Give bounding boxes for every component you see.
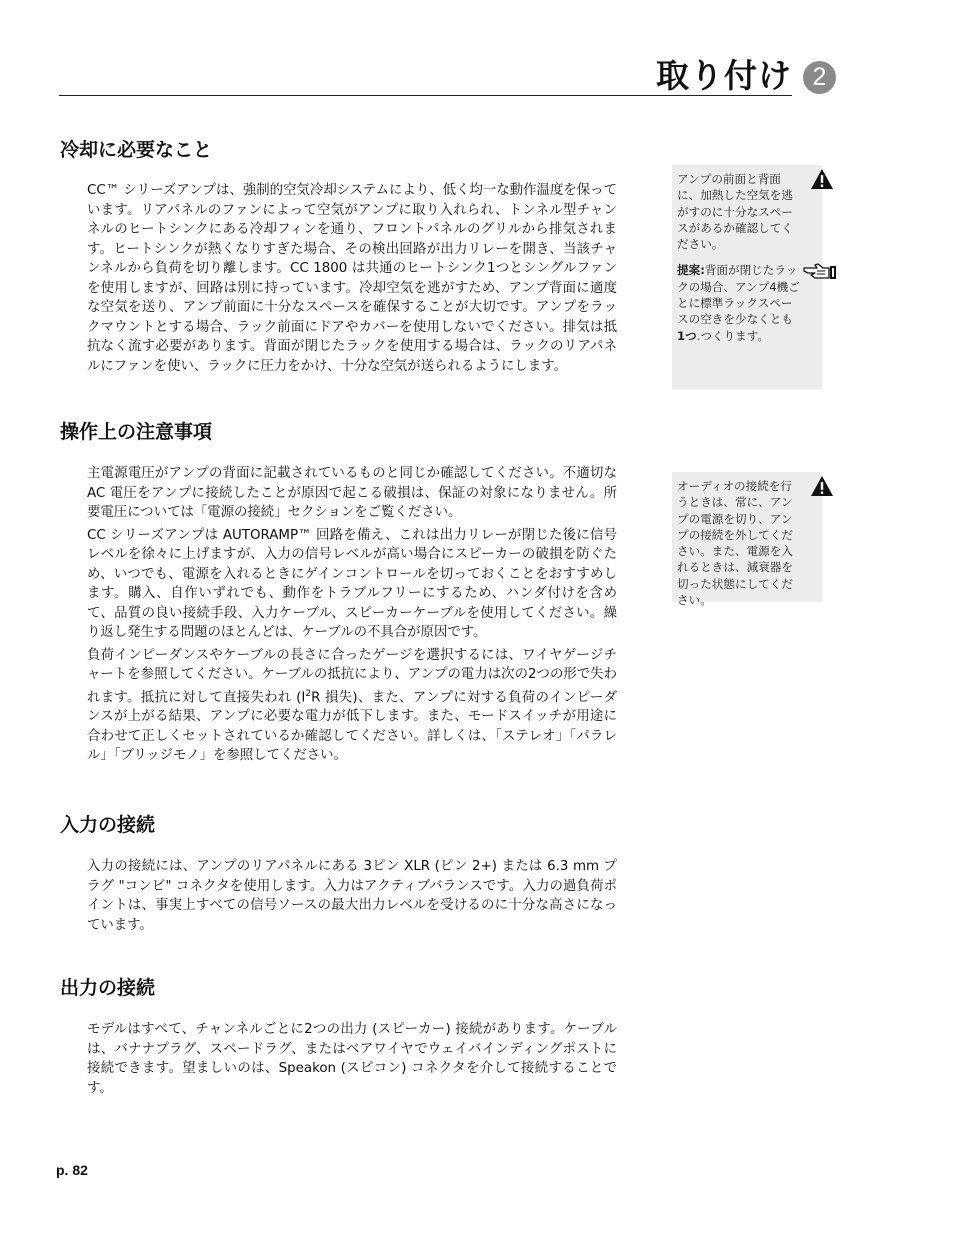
- paragraph: [87, 646, 617, 766]
- chapter-title: 取り付け: [656, 56, 792, 95]
- section-body-cooling: [87, 181, 617, 379]
- superscript: 2: [305, 688, 312, 699]
- tip-note-text: [677, 262, 800, 343]
- chapter-header: [0, 0, 954, 100]
- section-body-input-connection: [87, 857, 617, 938]
- section-heading-output-connection: 出力の接続: [60, 977, 156, 999]
- tip-text-end: .つくります。: [696, 328, 769, 343]
- sidebar-note-cooling: [672, 165, 822, 389]
- header-divider: [59, 95, 792, 96]
- tip-text: 背面が閉じたラックの場合、アンプ4機ごとに標準ラックスペースの空きを少なくとも: [677, 263, 800, 327]
- tip-label: 提案:: [677, 263, 705, 278]
- paragraph: モデルはすべて、チャンネルごとに2つの出力 (スピーカー) 接続があります。ケーブルは、バナナプラグ、スペードラグ、またはベアワイヤでウェイバインディングポストに接続できます。望ましいのは、Speakon (スピコン) コネクタを介して接続することです。: [87, 1022, 617, 1096]
- section-body-operation-notes: [87, 464, 617, 769]
- section-heading-cooling: 冷却に必要なこと: [60, 139, 213, 161]
- paragraph: 主電源電圧がアンプの背面に記載されているものと同じか確認してください。不適切な AC 電圧をアンプに接続したことが原因で起こる破損は、保証の対象になりません。所要電圧については「電源の接続」セクションをご覧ください。: [87, 466, 617, 520]
- warning-icon: [810, 475, 834, 497]
- paragraph: 入力の接続には、アンプのリアパネルにある 3ピン XLR (ピン 2+) または 6.3 mm プラグ "コンビ" コネクタを使用します。入力はアクティブバランスです。入力の過負荷ポイントは、事実上すべての信号ソースの最大出力レベルを受けるのに十分な高さになっています。: [87, 859, 617, 933]
- chapter-number-badge: 2: [803, 61, 836, 94]
- paragraph: CC シリーズアンプは AUTORAMP™ 回路を備え、これは出力リレーが閉じた後に信号レベルを徐々に上げますが、入力の信号レベルが高い場合にスピーカーの破損を防ぐため、いつでも、電源を入れるときにゲインコントロールを切っておくことをおすすめします。購入、自作いずれでも、動作をトラブルフリーにするため、ハンダ付けを含めて、品質の良い接続手段、入力ケーブル、スピーカーケーブルを使用してください。繰り返し発生する問題のほとんどは、ケーブルの不具合が原因です。: [87, 527, 617, 640]
- paragraph-part: R 損失)、また、アンプに対する負荷のインピーダンスが上がる結果、アンプに必要な電力が低下します。また、モードスイッチが用途に合わせて正しくセットされているか確認してください。詳しくは、「ステレオ」「パラレル」「ブリッジモノ」を参照してください。: [87, 689, 617, 764]
- paragraph-part: 負荷インピーダンスやケーブルの長さに合ったゲージを選択するには、ワイヤゲージチャートを参照してください。ケーブルの抵抗により、アンプの電力は次の2つの形で失われます。抵抗に対して直接失われ (I: [87, 647, 617, 705]
- page-number: p. 82: [56, 1162, 88, 1178]
- warning-icon: [810, 168, 834, 190]
- warning-note-text: アンプの前面と背面に、加熱した空気を逃がすのに十分なスペースがあるか確認してください。: [677, 172, 793, 252]
- sidebar-note-audio-connection: [672, 472, 822, 608]
- paragraph: CC™ シリーズアンプは、強制的空気冷却システムにより、低く均一な動作温度を保っています。リアパネルのファンによって空気がアンプに取り入れられ、トンネル型チャンネルのヒートシンクにある冷却フィンを通り、フロントパネルのグリルから排気されます。ヒートシンクが熱くなりすぎた場合、その検出回路が出力リレーを開き、当該チャンネルから負荷を切り離します。CC 1800 は共通のヒートシンク1つとシングルファンを使用しますが、回路は別に持っています。冷却空気を逃がすため、アンプ背面に適度な空気を送り、アンプ前面に十分なスペースを確保することが大切です。アンプをラックマウントとする場合、ラック前面にドアやカバーを使用しないでください。排気は抵抗なく流す必要があります。背面が閉じたラックを使用する場合は、ラックのリアパネルにファンを使い、ラックに圧力をかけ、十分な空気が送られるようにします。: [87, 183, 617, 374]
- section-heading-input-connection: 入力の接続: [60, 814, 156, 836]
- tip-bold-text: 1つ: [677, 328, 697, 343]
- section-heading-operation-notes: 操作上の注意事項: [60, 421, 213, 443]
- section-body-output-connection: [87, 1020, 617, 1101]
- warning-note-text: オーディオの接続を行うときは、常に、アンプの電源を切り、アンプの接続を外してください。また、電源を入れるときは、減衰器を切った状態にしてください。: [677, 479, 793, 608]
- pointing-hand-icon: [803, 262, 837, 280]
